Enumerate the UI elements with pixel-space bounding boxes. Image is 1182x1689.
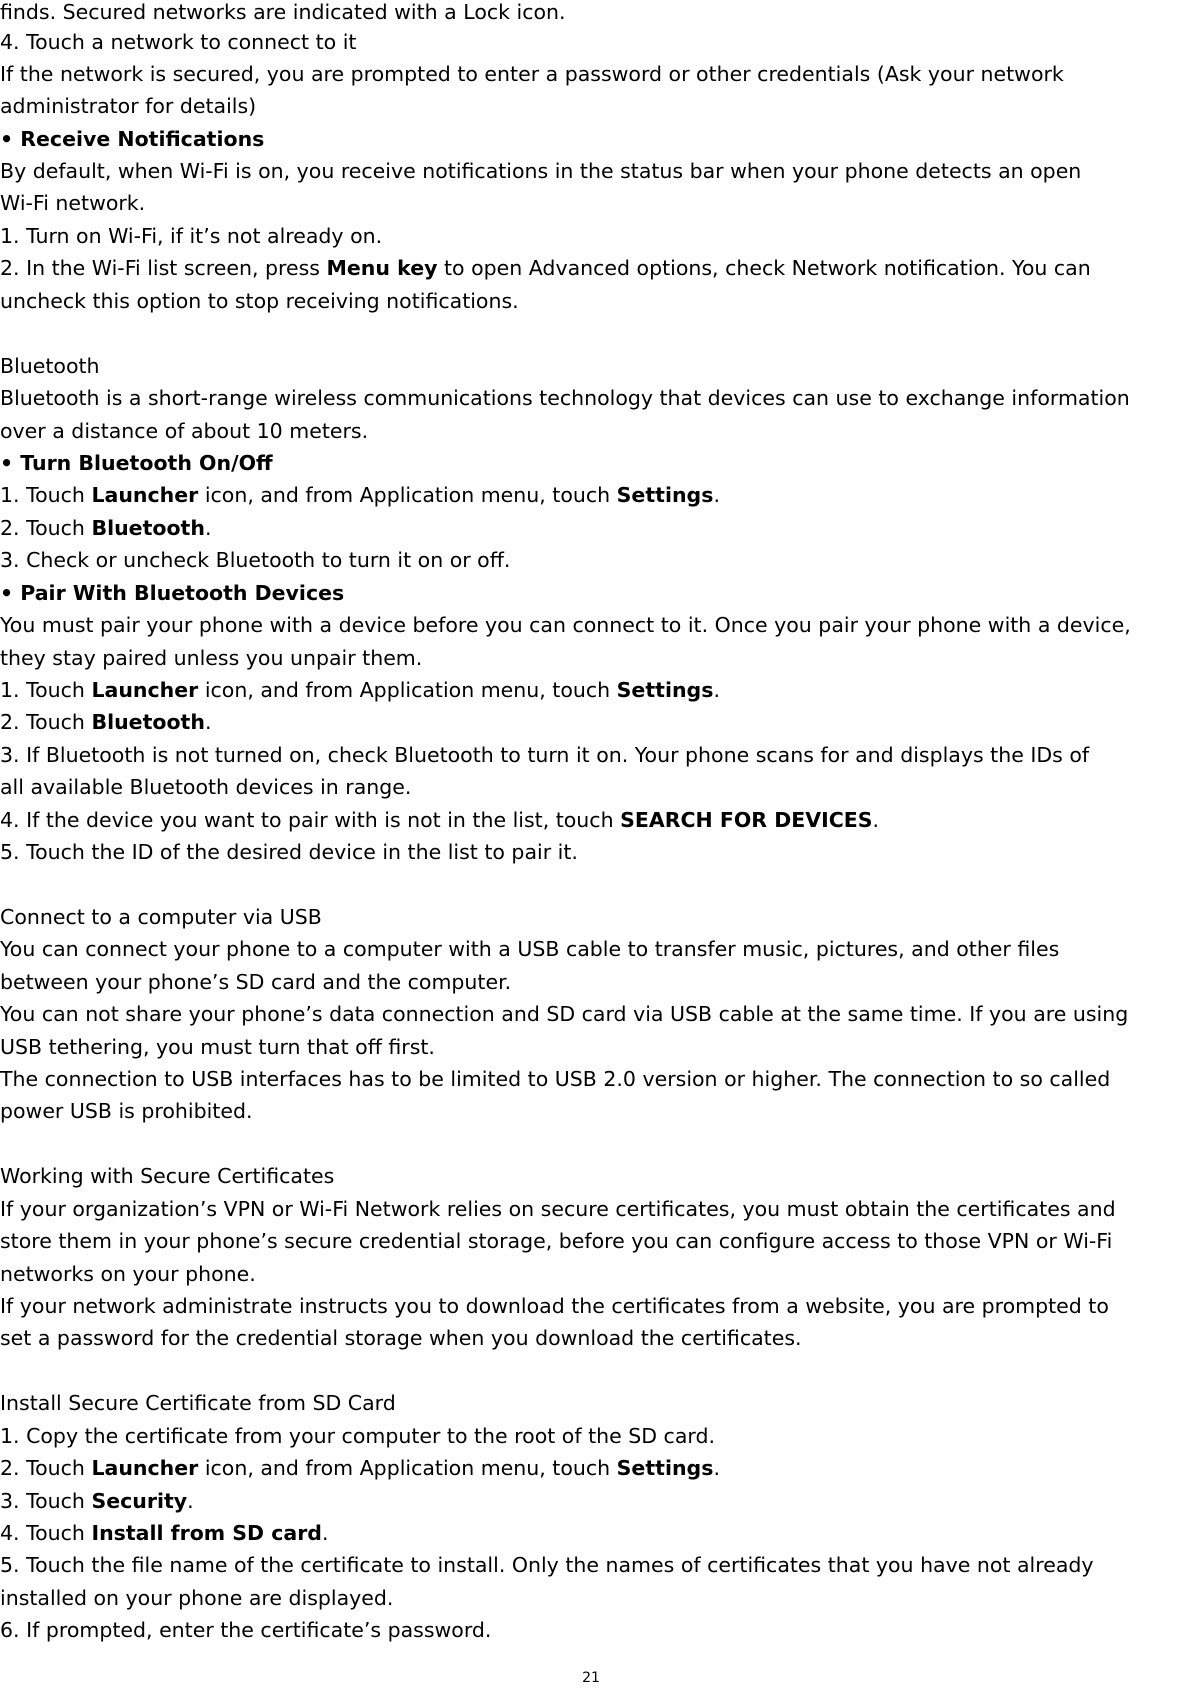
text-line bbox=[0, 0, 1182, 24]
text-run: If your network administrate instructs you to download the certificates from a website, you are prompted to bbox=[0, 1294, 1109, 1318]
text-line bbox=[0, 840, 1182, 864]
text-run: You can not share your phone’s data connection and SD card via USB cable at the same time. If you are using bbox=[0, 1002, 1129, 1026]
text-line bbox=[0, 1099, 1182, 1123]
text-run: . bbox=[204, 710, 212, 734]
text-line bbox=[0, 1489, 1182, 1513]
text-line bbox=[0, 1586, 1182, 1610]
text-line bbox=[0, 970, 1182, 994]
text-line bbox=[0, 1553, 1182, 1577]
text-line bbox=[0, 419, 1182, 443]
text-line bbox=[0, 775, 1182, 799]
text-run: You can connect your phone to a computer with a USB cable to transfer music, pictures, and other files bbox=[0, 937, 1060, 961]
text-run: 2. Touch bbox=[0, 1456, 92, 1480]
text-run: 5. Touch the file name of the certificate to install. Only the names of certificates that you have not already bbox=[0, 1553, 1094, 1577]
text-line bbox=[0, 516, 1182, 540]
text-line bbox=[0, 94, 1182, 118]
text-run: 3. Touch bbox=[0, 1489, 92, 1513]
bold-text: Settings bbox=[616, 483, 714, 507]
text-line bbox=[0, 289, 1182, 313]
text-run: icon, and from Application menu, touch bbox=[198, 678, 617, 702]
text-line bbox=[0, 1326, 1182, 1350]
text-run: 1. Touch bbox=[0, 483, 92, 507]
bold-text: Launcher bbox=[91, 678, 199, 702]
text-run: uncheck this option to stop receiving notifications. bbox=[0, 289, 519, 313]
text-line bbox=[0, 62, 1182, 86]
text-run: Bluetooth bbox=[0, 354, 100, 378]
text-run: 1. Touch bbox=[0, 678, 92, 702]
text-line bbox=[0, 581, 1182, 605]
text-run: 1. Copy the certificate from your computer to the root of the SD card. bbox=[0, 1424, 715, 1448]
text-line bbox=[0, 159, 1182, 183]
text-run: . bbox=[713, 678, 720, 702]
text-run: between your phone’s SD card and the computer. bbox=[0, 970, 512, 994]
text-run: Working with Secure Certificates bbox=[0, 1164, 335, 1188]
text-line bbox=[0, 1197, 1182, 1221]
text-line bbox=[0, 30, 1182, 54]
text-run: If the network is secured, you are prompted to enter a password or other credentials (Ask your network bbox=[0, 62, 1064, 86]
text-run: The connection to USB interfaces has to be limited to USB 2.0 version or higher. The connection to so called bbox=[0, 1067, 1111, 1091]
text-run: Install Secure Certificate from SD Card bbox=[0, 1391, 396, 1415]
text-run: they stay paired unless you unpair them. bbox=[0, 646, 423, 670]
bold-text: • Pair With Bluetooth Devices bbox=[0, 581, 345, 605]
text-run: 2. In the Wi-Fi list screen, press bbox=[0, 256, 327, 280]
text-run: . bbox=[713, 1456, 720, 1480]
text-run: administrator for details) bbox=[0, 94, 257, 118]
bold-text: Menu key bbox=[326, 256, 438, 280]
bold-text: • Receive Notifications bbox=[0, 127, 265, 151]
text-run: . bbox=[204, 516, 212, 540]
text-line bbox=[0, 1262, 1182, 1286]
text-line bbox=[0, 1521, 1182, 1545]
text-run: You must pair your phone with a device before you can connect to it. Once you pair your phone with a device, bbox=[0, 613, 1131, 637]
text-line bbox=[0, 451, 1182, 475]
text-line bbox=[0, 613, 1182, 637]
text-line bbox=[0, 1035, 1182, 1059]
page-number: 21 bbox=[582, 1670, 600, 1686]
text-line bbox=[0, 1456, 1182, 1480]
text-run: all available Bluetooth devices in range. bbox=[0, 775, 412, 799]
text-run: 4. Touch bbox=[0, 1521, 92, 1545]
text-line bbox=[0, 1294, 1182, 1318]
text-run: 6. If prompted, enter the certificate’s password. bbox=[0, 1618, 492, 1642]
text-line bbox=[0, 483, 1182, 507]
text-run: set a password for the credential storage when you download the certificates. bbox=[0, 1326, 802, 1350]
text-run: 2. Touch bbox=[0, 710, 92, 734]
bold-text: Install from SD card bbox=[91, 1521, 322, 1545]
text-line bbox=[0, 937, 1182, 961]
text-run: USB tethering, you must turn that off first. bbox=[0, 1035, 435, 1059]
text-run: store them in your phone’s secure credential storage, before you can configure access to those VPN or Wi-Fi bbox=[0, 1229, 1113, 1253]
bold-text: Launcher bbox=[91, 483, 199, 507]
text-run: icon, and from Application menu, touch bbox=[198, 483, 617, 507]
text-line bbox=[0, 1229, 1182, 1253]
text-run: icon, and from Application menu, touch bbox=[198, 1456, 617, 1480]
text-line bbox=[0, 1391, 1182, 1415]
text-run: If your organization’s VPN or Wi-Fi Network relies on secure certificates, you must obtain the certificates and bbox=[0, 1197, 1116, 1221]
bold-text: Settings bbox=[616, 678, 714, 702]
text-line bbox=[0, 1164, 1182, 1188]
text-line bbox=[0, 256, 1182, 280]
text-run: installed on your phone are displayed. bbox=[0, 1586, 394, 1610]
text-run: over a distance of about 10 meters. bbox=[0, 419, 369, 443]
text-run: finds. Secured networks are indicated with a Lock icon. bbox=[0, 0, 566, 24]
text-run: By default, when Wi-Fi is on, you receive notifications in the status bar when your phone detects an open bbox=[0, 159, 1082, 183]
text-run: 3. If Bluetooth is not turned on, check Bluetooth to turn it on. Your phone scans for and displays the IDs of bbox=[0, 743, 1090, 767]
text-line bbox=[0, 1618, 1182, 1642]
text-run: networks on your phone. bbox=[0, 1262, 256, 1286]
text-run: . bbox=[872, 808, 880, 832]
text-line bbox=[0, 905, 1182, 929]
text-run: 3. Check or uncheck Bluetooth to turn it on or off. bbox=[0, 548, 511, 572]
bold-text: Security bbox=[91, 1489, 188, 1513]
text-run: Wi-Fi network. bbox=[0, 191, 146, 215]
text-line bbox=[0, 548, 1182, 572]
text-run: . bbox=[321, 1521, 329, 1545]
bold-text: Bluetooth bbox=[91, 710, 205, 734]
text-run: power USB is prohibited. bbox=[0, 1099, 253, 1123]
text-line bbox=[0, 1424, 1182, 1448]
text-line bbox=[0, 1002, 1182, 1026]
text-line bbox=[0, 354, 1182, 378]
text-run: 4. Touch a network to connect to it bbox=[0, 30, 357, 54]
bold-text: Settings bbox=[616, 1456, 714, 1480]
text-line bbox=[0, 646, 1182, 670]
text-run: 1. Turn on Wi-Fi, if it’s not already on. bbox=[0, 224, 383, 248]
text-run: . bbox=[713, 483, 720, 507]
text-run: Connect to a computer via USB bbox=[0, 905, 322, 929]
text-line bbox=[0, 127, 1182, 151]
text-line bbox=[0, 1067, 1182, 1091]
text-line bbox=[0, 224, 1182, 248]
bold-text: Launcher bbox=[91, 1456, 199, 1480]
text-line bbox=[0, 191, 1182, 215]
bold-text: • Turn Bluetooth On/Off bbox=[0, 451, 273, 475]
text-line bbox=[0, 386, 1182, 410]
text-line bbox=[0, 808, 1182, 832]
text-line bbox=[0, 743, 1182, 767]
text-run: to open Advanced options, check Network notification. You can bbox=[437, 256, 1091, 280]
text-line bbox=[0, 678, 1182, 702]
text-line bbox=[0, 710, 1182, 734]
text-run: . bbox=[187, 1489, 194, 1513]
text-run: 2. Touch bbox=[0, 516, 92, 540]
text-run: Bluetooth is a short-range wireless communications technology that devices can use to exchange information bbox=[0, 386, 1130, 410]
bold-text: SEARCH FOR DEVICES bbox=[620, 808, 873, 832]
text-run: 4. If the device you want to pair with is not in the list, touch bbox=[0, 808, 621, 832]
bold-text: Bluetooth bbox=[91, 516, 205, 540]
text-run: 5. Touch the ID of the desired device in the list to pair it. bbox=[0, 840, 578, 864]
